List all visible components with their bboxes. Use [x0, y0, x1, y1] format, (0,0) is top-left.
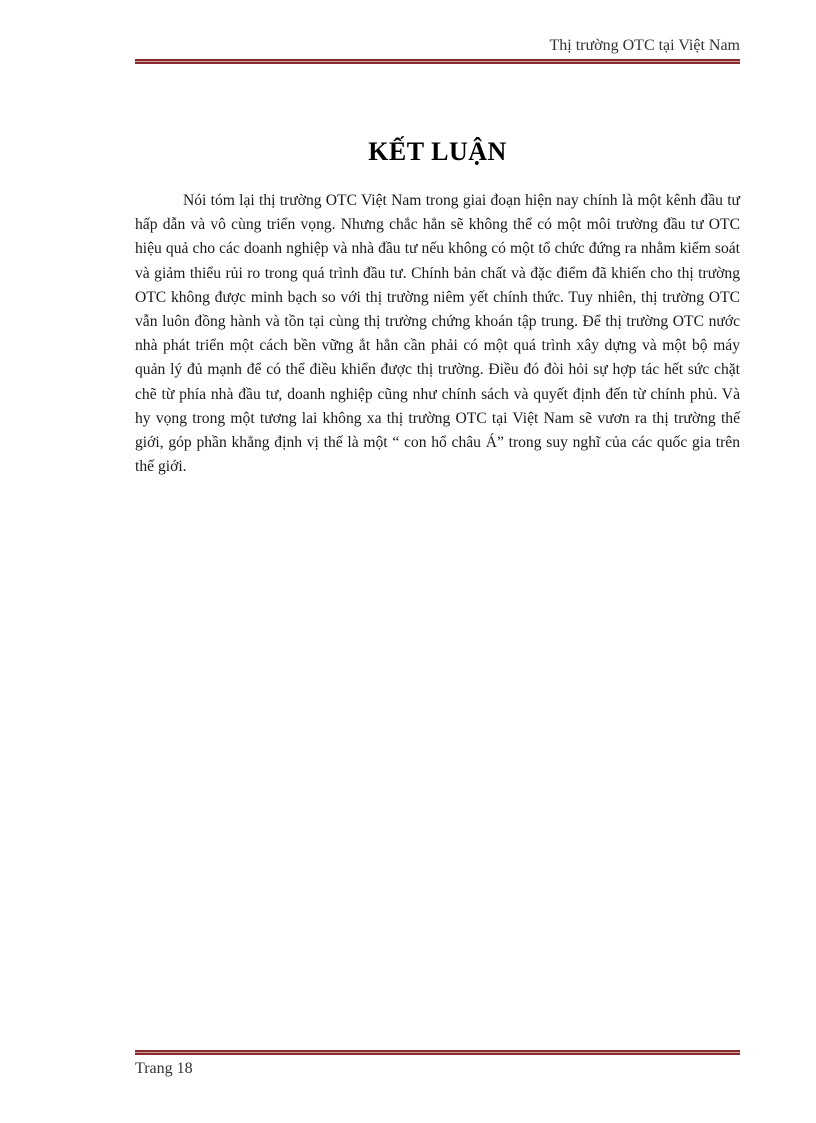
header-rule — [135, 59, 740, 64]
page-number: Trang 18 — [135, 1060, 193, 1077]
page-title: KẾT LUẬN — [368, 137, 507, 167]
header-title: Thị trường OTC tại Việt Nam — [549, 37, 740, 54]
footer-rule — [135, 1050, 740, 1055]
conclusion-paragraph: Nói tóm lại thị trường OTC Việt Nam trong giai đoạn hiện nay chính là một kênh đầu tư hấp dẫn và vô cùng triển vọng. Nhưng chắc hẳn sẽ không thể có một môi trường đầu tư OTC hiệu quả cho các doanh nghiệp và nhà đầu tư nếu không có một tổ chức đứng ra nhằm kiểm soát và giảm thiểu rủi ro trong quá trình đầu tư. Chính bản chất và đặc điểm đã khiến cho thị trường OTC không được minh bạch so với thị trường niêm yết chính thức. Tuy nhiên, thị trường OTC vẫn luôn đồng hành và tồn tại cùng thị trường chứng khoán tập trung. Để thị trường OTC nước nhà phát triển một cách bền vững ắt hẳn cần phải có một quá trình xây dựng và một bộ máy quản lý đủ mạnh để có thể điều khiển được thị trường. Điều đó đòi hỏi sự hợp tác hết sức chặt chẽ từ phía nhà đầu tư, doanh nghiệp cũng như chính sách và quyết định đến từ chính phủ. Và hy vọng trong một tương lai không xa thị trường OTC tại Việt Nam sẽ vươn ra thị trường thế giới, góp phần khẳng định vị thế là một “ con hổ châu Á” trong suy nghĩ của các quốc gia trên thế giới. — [135, 192, 740, 476]
page-header — [135, 36, 740, 56]
